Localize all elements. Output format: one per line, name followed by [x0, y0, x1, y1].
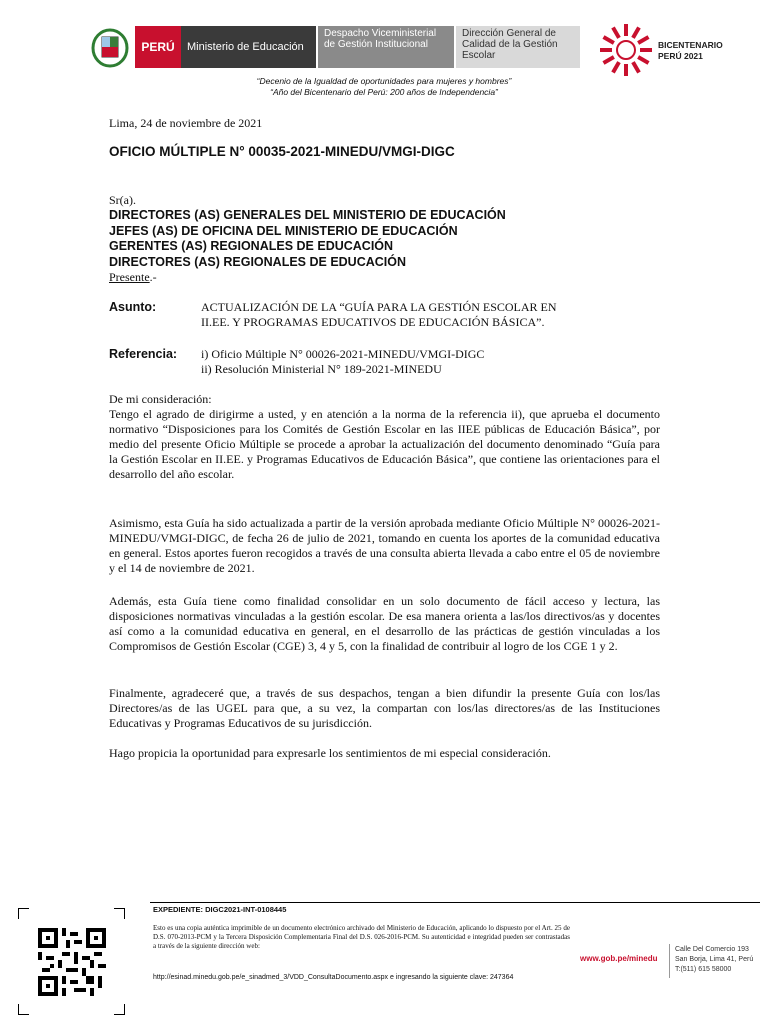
salutation: Sr(a).: [109, 193, 136, 207]
corner-top-left: [18, 908, 29, 919]
presente-line: [109, 270, 157, 285]
referencia-item: ii) Resolución Ministerial N° 189-2021-MINEDU: [201, 362, 442, 376]
address-line: T:(511) 615 58000: [675, 966, 732, 973]
decenio-banner: [0, 76, 768, 98]
direccion-label: Dirección General de Calidad de la Gestión Escolar: [456, 26, 580, 68]
presente-suffix: .-: [149, 270, 157, 284]
recipient-line: DIRECTORES (AS) REGIONALES DE EDUCACIÓN: [109, 254, 407, 269]
presente-label: Presente: [109, 270, 150, 284]
paragraph-1: Tengo el agrado de dirigirme a usted, y en atención a la norma de la referencia ii), que aprueba el documento normativo “Disposiciones para los Comités de Gestión Escolar en las IIEE públicas de Educación Básica”, por medio del presente Oficio Múltiple se procede a aprobar la actualización del documento denominado “Guía para la Gestión Escolar en II.EE. y Programas Educativos de Educación Básica”, que contiene las orientaciones para el desarrollo del año escolar.: [109, 407, 660, 481]
qr-code-icon: [38, 928, 106, 996]
letter-date: Lima, 24 de noviembre de 2021: [109, 116, 263, 130]
peru-label: PERÚ: [135, 26, 181, 68]
address-block: [675, 945, 753, 975]
decenio-line1: “Decenio de la Igualdad de oportunidades para mujeres y hombres”: [256, 76, 512, 86]
asunto-text: [201, 300, 557, 330]
website-link[interactable]: www.gob.pe/minedu: [580, 954, 658, 963]
decenio-line2: “Año del Bicentenario del Perú: 200 años de Independencia”: [270, 87, 498, 97]
oficio-number: OFICIO MÚLTIPLE N° 00035-2021-MINEDU/VMGI-DIGC: [109, 144, 455, 159]
referencia-item: i) Oficio Múltiple N° 00026-2021-MINEDU/VMGI-DIGC: [201, 347, 485, 361]
address-line: San Borja, Lima 41, Perú: [675, 956, 754, 963]
recipient-line: GERENTES (AS) REGIONALES DE EDUCACIÓN: [109, 239, 394, 253]
referencia-label: Referencia:: [109, 347, 178, 361]
paragraph-3: Además, esta Guía tiene como finalidad consolidar en un solo documento de fácil acceso y lectura, las disposiciones normativas vinculadas a la gestión escolar. De esa manera orienta a las/los directivos/as y docentes así como a la comunidad educativa en general, en el desarrollo de las prácticas de gestión vinculadas a los Compromisos de Gestión Escolar (CGE) 3, 4 y 5, con la finalidad de contribuir al logro de los CGE 1 y 2.: [109, 594, 660, 653]
closing: Hago propicia la oportunidad para expresarle los sentimientos de mi especial consideración.: [109, 746, 551, 760]
footer-divider: [150, 902, 760, 903]
asunto-line2: II.EE. Y PROGRAMAS EDUCATIVOS DE EDUCACIÓN BÁSICA”.: [201, 315, 545, 329]
bicentenario-label: [658, 40, 723, 62]
address-divider: [669, 944, 670, 978]
authenticity-note: Esto es una copia auténtica imprimible de un documento electrónico archivado del Ministerio de Educación, aplicando lo dispuesto por el Art. 25 de D.S. 070-2013-PCM y la Tercera Disposición Complementaria Final del D.S. 026-2016-PCM. Su autenticidad e integridad pueden ser contrastadas a través de la siguiente dirección web:: [153, 924, 570, 950]
corner-top-right: [114, 908, 125, 919]
asunto-label: Asunto:: [109, 300, 157, 314]
ministerio-label: Ministerio de Educación: [181, 26, 316, 68]
expediente-label: EXPEDIENTE: DIGC2021-INT-0108445: [153, 905, 287, 914]
bicentenario-line1: BICENTENARIO: [658, 40, 723, 50]
bicentenario-line2: PERÚ 2021: [658, 51, 703, 61]
bicentenario-logo-icon: [598, 22, 654, 78]
despacho-label: Despacho Viceministerial de Gestión Institucional: [318, 26, 454, 68]
consulta-url[interactable]: http://esinad.minedu.gob.pe/e_sinadmed_3/VDD_ConsultaDocumento.aspx e ingresando la siguiente clave: 247364: [153, 974, 514, 981]
paragraph-4: Finalmente, agradeceré que, a través de sus despachos, tengan a bien difundir la presente Guía con los/las Directores/as de las UGEL para que, a su vez, la compartan con los/las directores/as de las Instituciones Educativas y Programas Educativos de su jurisdicción.: [109, 686, 660, 730]
asunto-line1: ACTUALIZACIÓN DE LA “GUÍA PARA LA GESTIÓN ESCOLAR EN: [201, 300, 557, 314]
coat-of-arms-icon: [90, 28, 130, 68]
paragraph-2: Asimismo, esta Guía ha sido actualizada a partir de la versión aprobada mediante Oficio Múltiple N° 00026-2021-MINEDU/VMGI-DIGC, de fecha 26 de julio de 2021, tomando en cuenta los aportes de la comunidad educativa en general. Estos aportes fueron recogidos a través de una consulta abierta llevada a cabo entre el 05 de noviembre y el 14 de noviembre de 2021.: [109, 516, 660, 575]
referencia-list: [201, 347, 484, 377]
address-line: Calle Del Comercio 193: [675, 946, 749, 953]
corner-bottom-right: [114, 1004, 125, 1015]
greeting: De mi consideración:: [109, 392, 212, 406]
recipients-list: [109, 208, 506, 270]
recipient-line: DIRECTORES (AS) GENERALES DEL MINISTERIO DE EDUCACIÓN: [109, 208, 506, 222]
recipient-line: JEFES (AS) DE OFICINA DEL MINISTERIO DE EDUCACIÓN: [109, 223, 458, 238]
corner-bottom-left: [18, 1004, 29, 1015]
